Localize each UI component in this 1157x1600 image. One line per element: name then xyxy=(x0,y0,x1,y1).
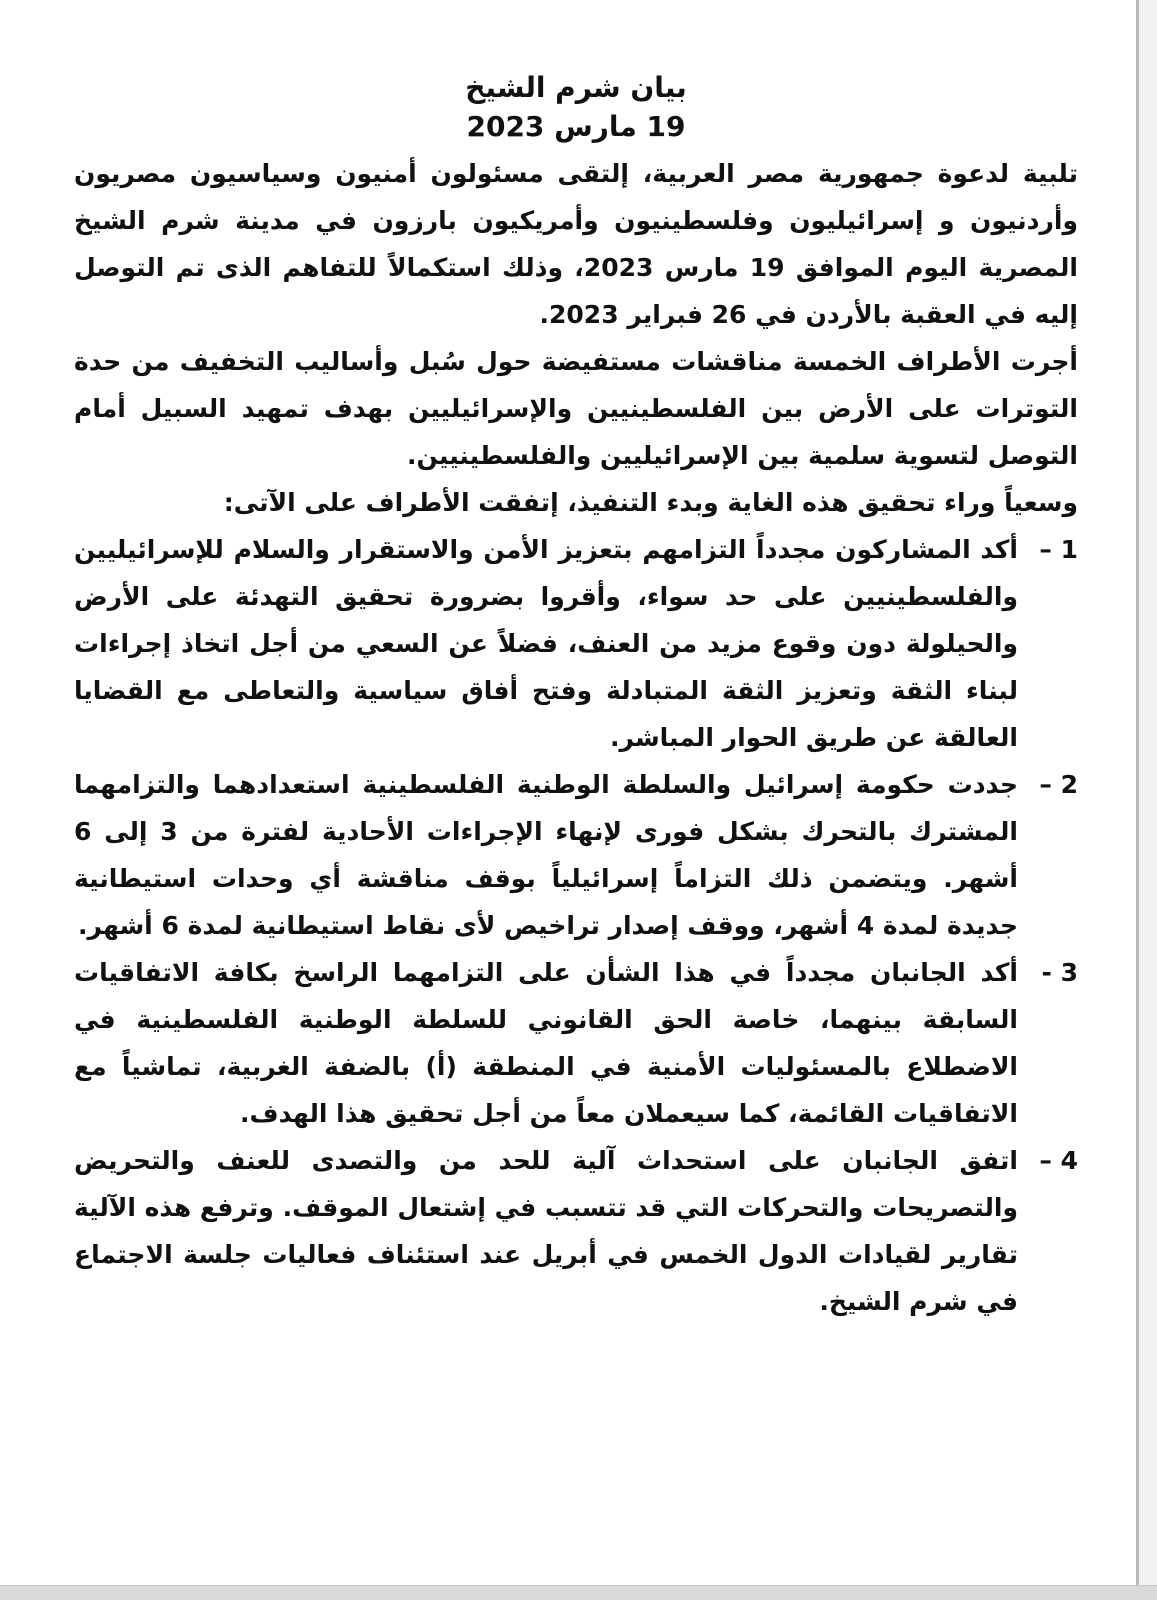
agreement-lead-paragraph: وسعياً وراء تحقيق هذه الغاية وبدء التنفيذ، إتفقت الأطراف على الآتى: xyxy=(223,488,1078,517)
item-number: 2 – xyxy=(1039,770,1078,799)
list-item-4 xyxy=(74,1137,1078,1325)
item-text: اتفق الجانبان على استحداث آلية للحد من والتصدى للعنف والتحريض والتصريحات والتحركات التي قد تتسبب في إشتعال الموقف. وترفع هذه الآلية تقارير لقيادات الدول الخمس في أبريل عند استئناف فعاليات جلسة الاجتماع في شرم الشيخ. xyxy=(74,1146,1018,1316)
item-text: أكد الجانبان مجدداً في هذا الشأن على التزامهما الراسخ بكافة الاتفاقيات السابقة بينهما، خاصة الحق القانوني للسلطة الوطنية الفلسطينية في الاضطلاع بالمسئوليات الأمنية في المنطقة (أ) بالضفة الغربية، تماشياً مع الاتفاقيات القائمة، كما سيعملان معاً من أجل تحقيق هذا الهدف. xyxy=(74,958,1018,1128)
list-item-2 xyxy=(74,761,1078,949)
item-text: أكد المشاركون مجدداً التزامهم بتعزيز الأمن والاستقرار والسلام للإسرائيليين والفلسطينيين على حد سواء، وأقروا بضرورة تحقيق التهدئة على الأرض والحيلولة دون وقوع مزيد من العنف، فضلاً عن السعي من أجل اتخاذ إجراءات لبناء الثقة وتعزيز الثقة المتبادلة وفتح أفاق سياسية والتعاطى مع القضايا العالقة عن طريق الحوار المباشر. xyxy=(74,535,1018,752)
page-edge-shade xyxy=(1139,0,1157,1600)
page-edge-line xyxy=(1136,0,1139,1588)
statement-document xyxy=(74,68,1078,1325)
list-item-1 xyxy=(74,526,1078,761)
document-date: 19 مارس 2023 xyxy=(466,110,686,143)
discussion-paragraph: أجرت الأطراف الخمسة مناقشات مستفيضة حول سُبل وأساليب التخفيف من حدة التوترات على الأرض بين الفلسطينيين والإسرائيليين بهدف تمهيد السبيل أمام التوصل لتسوية سلمية بين الإسرائيليين والفلسطينيين. xyxy=(74,347,1078,470)
item-number: 1 – xyxy=(1039,535,1078,564)
document-title: بيان شرم الشيخ xyxy=(465,71,687,104)
list-item-3 xyxy=(74,949,1078,1137)
item-number: 3 - xyxy=(1041,958,1078,987)
intro-paragraph: تلبية لدعوة جمهورية مصر العربية، إلتقى مسئولون أمنيون وسياسيون مصريون وأردنيون و إسرائيليون وفلسطينيون وأمريكيون بارزون في مدينة شرم الشيخ المصرية اليوم الموافق 19 مارس 2023، وذلك استكمالاً للتفاهم الذى تم التوصل إليه في العقبة بالأردن في 26 فبراير 2023. xyxy=(74,159,1078,329)
item-text: جددت حكومة إسرائيل والسلطة الوطنية الفلسطينية استعدادهما والتزامهما المشترك بالتحرك بشكل فورى لإنهاء الإجراءات الأحادية لفترة من 3 إلى 6 أشهر. ويتضمن ذلك التزاماً إسرائيلياً بوقف مناقشة أي وحدات استيطانية جديدة لمدة 4 أشهر، ووقف إصدار تراخيص لأى نقاط استيطانية لمدة 6 أشهر. xyxy=(74,770,1018,940)
item-number: 4 – xyxy=(1039,1146,1078,1175)
bottom-edge-bar xyxy=(0,1585,1157,1600)
